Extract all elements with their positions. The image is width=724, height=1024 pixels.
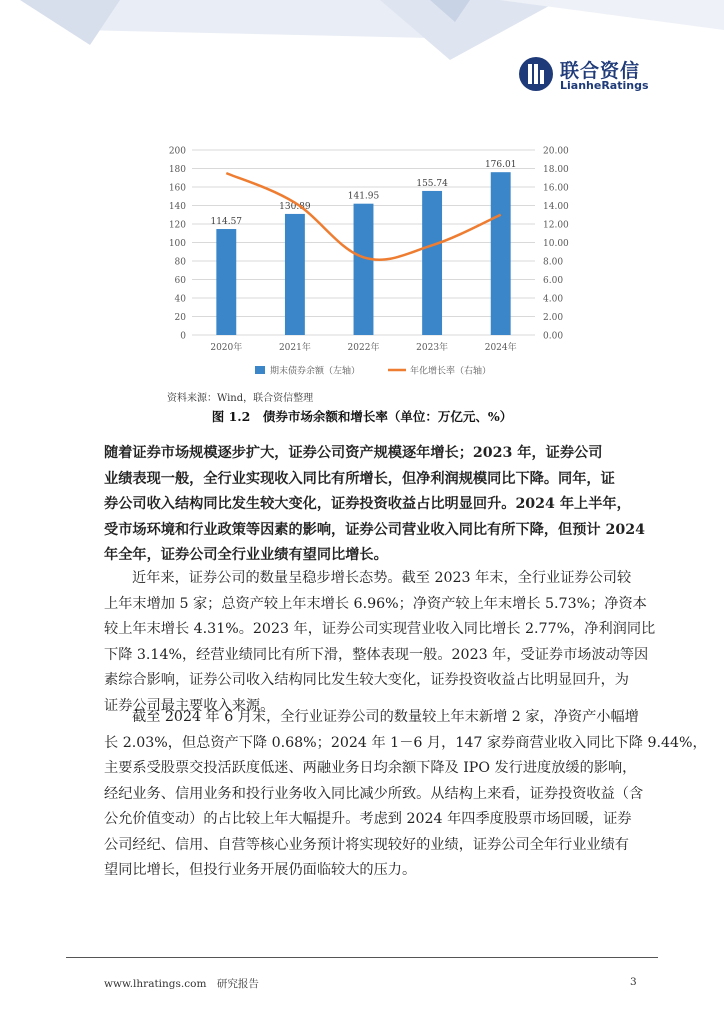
bar <box>354 204 374 335</box>
text-line: 主要系受股票交投活跃度低迷、两融业务日均余额下降及 IPO 发行进度放缓的影响， <box>104 760 637 776</box>
text-line: 截至 2024 年 6 月末，全行业证券公司的数量较上年末新增 2 家，净资产小幅增 <box>132 709 639 725</box>
text-line: 下降 3.14%，经营业绩同比有所下滑，整体表现一般。2023 年，受证券市场波动等因 <box>104 646 649 663</box>
y-right-tick-label: 4.00 <box>543 294 564 305</box>
y-left-tick-label: 40 <box>174 294 186 305</box>
body-paragraph-2 <box>104 705 707 884</box>
x-tick-label: 2021年 <box>278 343 311 353</box>
y-right-tick-label: 0.00 <box>543 331 564 342</box>
y-right-tick-label: 20.00 <box>543 146 569 157</box>
footer-divider <box>66 957 658 958</box>
text-line: 业绩表现一般，全行业实现收入同比有所增长，但净利润规模同比下降。同年，证 <box>104 470 615 487</box>
y-left-tick-label: 20 <box>174 313 186 323</box>
text-line: 公允价值变动）的占比较上年大幅提升。考虑到 2024 年四季度股票市场回暖，证券 <box>104 811 632 827</box>
body-paragraph-1 <box>104 566 656 719</box>
bar-data-label: 176.01 <box>484 160 517 171</box>
y-left-tick-label: 0 <box>180 331 186 342</box>
text-line: 受市场环境和行业政策等因素的影响，证券公司营业收入同比有所下降，但预计 2024 <box>104 521 645 538</box>
bar-data-label: 130.89 <box>279 201 311 212</box>
y-left-tick-label: 180 <box>168 165 186 175</box>
text-line: 公司经纪、信用、自营等核心业务预计将实现较好的业绩，证券公司全年行业业绩有 <box>104 836 629 853</box>
y-left-tick-label: 140 <box>168 202 186 212</box>
bond-market-chart <box>160 140 580 385</box>
text-line: 证券公司最主要收入来源。 <box>104 697 275 714</box>
text-line: 长 2.03%，但总资产下降 0.68%；2024 年 1－6 月，147 家券商营业收入同比下降 9.44%， <box>104 734 707 751</box>
summary-paragraph <box>104 441 645 569</box>
header-decoration <box>0 0 724 60</box>
legend-line-label: 年化增长率（右轴） <box>410 366 492 377</box>
y-left-tick-label: 100 <box>168 239 186 249</box>
text-line: 券公司收入结构同比发生较大变化，证券投资收益占比明显回升。2024 年上半年， <box>104 496 631 512</box>
legend-bar-label: 期末债券余额（左轴） <box>270 366 361 377</box>
y-right-tick-label: 10.00 <box>543 239 569 249</box>
figure-title: 图 1.2 债券市场余额和增长率（单位：万亿元、%） <box>211 409 513 424</box>
y-right-tick-label: 12.00 <box>543 220 569 231</box>
bar <box>491 172 511 335</box>
y-left-tick-label: 200 <box>168 146 186 157</box>
y-right-tick-label: 14.00 <box>543 202 569 212</box>
bar-data-label: 141.95 <box>347 191 380 202</box>
y-left-tick-label: 160 <box>168 183 186 194</box>
bar-data-label: 155.74 <box>416 178 448 189</box>
x-tick-label: 2020年 <box>210 343 243 353</box>
text-line: 随着证券市场规模逐步扩大，证券公司资产规模逐年增长；2023 年，证券公司 <box>104 445 603 461</box>
y-left-tick-label: 120 <box>168 220 186 231</box>
y-right-tick-label: 6.00 <box>543 276 564 286</box>
text-line: 望同比增长，但投行业务开展仍面临较大的压力。 <box>104 862 417 878</box>
bar <box>422 191 442 335</box>
company-logo <box>518 56 648 96</box>
logo-english-name: LianheRatings <box>560 79 649 92</box>
y-right-tick-label: 18.00 <box>543 165 569 175</box>
chart-source: 资料来源：Wind，联合资信整理 <box>167 393 314 404</box>
bar <box>216 229 236 335</box>
x-tick-label: 2024年 <box>484 343 517 353</box>
logo-chinese-name: 联合资信 <box>560 60 641 82</box>
chart-svg <box>160 140 580 385</box>
x-tick-label: 2022年 <box>347 343 380 353</box>
bar <box>285 214 305 335</box>
y-left-tick-label: 60 <box>174 276 186 286</box>
text-line: 素综合影响，证券公司收入结构同比发生较大变化，证券投资收益占比明显回升，为 <box>104 672 629 688</box>
page-number: 3 <box>630 976 637 988</box>
y-right-tick-label: 2.00 <box>543 313 564 323</box>
y-left-tick-label: 80 <box>174 257 186 268</box>
x-tick-label: 2023年 <box>416 343 449 353</box>
lianhe-logo-icon <box>518 56 554 92</box>
text-line: 经纪业务、信用业务和投行业务收入同比减少所致。从结构上来看，证券投资收益（含 <box>104 785 644 802</box>
text-line: 较上年末增长 4.31%。2023 年，证券公司实现营业收入同比增长 2.77%，净利润同比 <box>104 621 656 637</box>
text-line: 上年末增加 5 家；总资产较上年末增长 6.96%；净资产较上年末增长 5.73%；净资本 <box>104 595 647 612</box>
bar-data-label: 114.57 <box>210 217 243 228</box>
text-line: 年全年，证券公司全行业业绩有望同比增长。 <box>104 547 388 563</box>
y-right-tick-label: 8.00 <box>543 257 564 268</box>
footer-website: www.lhratings.com 研究报告 <box>104 978 259 990</box>
text-line: 近年来，证券公司的数量呈稳步增长态势。截至 2023 年末，全行业证券公司较 <box>132 570 632 586</box>
legend-bar-swatch <box>255 366 265 374</box>
y-right-tick-label: 16.00 <box>543 183 569 194</box>
